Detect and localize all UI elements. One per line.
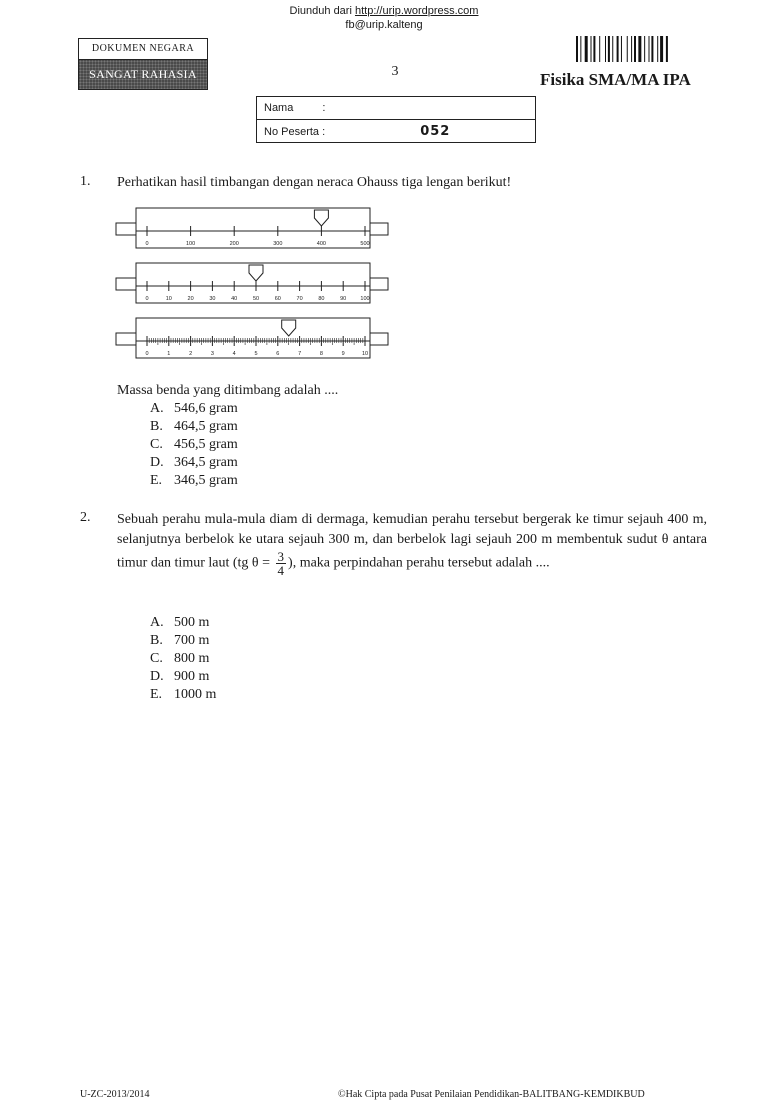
option-text: 456,5 gram — [174, 437, 238, 452]
q2-tg-suffix: ), maka perpindahan perahu tersebut adalah .... — [288, 555, 550, 571]
barcode-bar — [599, 36, 600, 62]
barcode-bar — [591, 36, 592, 62]
tick-label: 4 — [232, 351, 236, 357]
participant-value: 052 — [420, 123, 451, 139]
tick-label: 50 — [252, 296, 260, 302]
option-letter: B. — [150, 419, 163, 434]
barcode-bar — [576, 36, 578, 62]
barcode-image — [576, 36, 708, 62]
arm-right-stub — [370, 278, 388, 290]
q2-number: 2. — [80, 510, 91, 525]
tick-label: 1 — [167, 351, 171, 357]
option-e[interactable] — [150, 686, 216, 704]
tick-label: 0 — [145, 351, 149, 357]
q2-tg-prefix: (tg θ = — [232, 555, 271, 571]
option-text: 700 m — [174, 633, 210, 648]
tick-label: 500 — [360, 241, 370, 247]
option-text: 464,5 gram — [174, 419, 238, 434]
option-letter: A. — [150, 401, 164, 416]
barcode-bar — [608, 36, 610, 62]
barcode-bar — [627, 36, 628, 62]
participant-label: No Peserta : — [264, 125, 326, 138]
barcode-bar — [621, 36, 622, 62]
option-letter: E. — [150, 473, 163, 488]
option-a[interactable] — [150, 614, 216, 632]
page-number: 3 — [391, 64, 399, 79]
tick-label: 70 — [296, 296, 303, 302]
fraction-numerator: 3 — [277, 549, 285, 564]
option-b[interactable] — [150, 418, 238, 436]
arm-left-stub — [116, 223, 136, 235]
option-text: 500 m — [174, 615, 210, 630]
tick-label: 8 — [319, 351, 323, 357]
tick-label: 200 — [229, 241, 239, 247]
option-c[interactable] — [150, 436, 238, 454]
tick-label: 40 — [231, 296, 238, 302]
name-row[interactable] — [257, 97, 536, 120]
barcode-bar — [644, 36, 645, 62]
name-label: Nama — [264, 102, 294, 114]
barcode-bar — [605, 36, 606, 62]
tick-label: 60 — [274, 296, 281, 302]
q2-text-part1: Sebuah perahu mula-mula diam di dermaga, kemudian perahu tersebut bergerak ke timur sejauh 400 m, selanjutnya berbelok ke utara sejauh 300 m, dan berbelok lagi sejauh 200 m membentuk sudut θ antara timur dan timur laut — [117, 512, 707, 571]
barcode-bar — [651, 36, 653, 62]
option-letter: A. — [150, 615, 164, 630]
source-link[interactable]: http://urip.wordpress.com — [354, 5, 479, 17]
option-letter: E. — [150, 687, 163, 702]
rider-weight — [249, 265, 263, 281]
barcode-bar — [666, 36, 668, 62]
barcode-bar — [657, 36, 658, 62]
tick-label: 30 — [209, 296, 216, 302]
option-letter: D. — [150, 669, 164, 684]
source-fb: fb@urip.kalteng — [345, 19, 423, 31]
barcode-bar — [649, 36, 650, 62]
arm-right-stub — [370, 333, 388, 345]
tick-label: 80 — [318, 296, 325, 302]
tick-label: 300 — [273, 241, 283, 247]
barcode-bar — [612, 36, 613, 62]
balance-arm — [136, 208, 370, 248]
tick-label: 6 — [276, 351, 280, 357]
rider-weight — [282, 320, 296, 336]
tick-label: 100 — [186, 241, 196, 247]
barcode-bar — [631, 36, 632, 62]
tick-label: 20 — [187, 296, 194, 302]
barcode-bar — [585, 36, 588, 62]
arm-left-stub — [116, 278, 136, 290]
barcode-bar — [593, 36, 595, 62]
q2-fraction — [276, 550, 287, 577]
q1-number: 1. — [80, 174, 91, 189]
tick-label: 2 — [189, 351, 193, 357]
option-e[interactable] — [150, 472, 238, 490]
barcode-bar — [617, 36, 619, 62]
barcode-bar — [580, 36, 581, 62]
option-letter: D. — [150, 455, 164, 470]
identity-table — [256, 96, 536, 143]
barcode-bar — [660, 36, 663, 62]
tick-label: 10 — [165, 296, 172, 302]
ohaus-balance-diagram — [112, 200, 398, 368]
tick-label: 5 — [254, 351, 258, 357]
fraction-denominator: 4 — [277, 563, 285, 578]
tick-label: 90 — [340, 296, 347, 302]
q2-text — [117, 510, 707, 577]
footer-code: U-ZC-2013/2014 — [80, 1089, 150, 1100]
arm-left-stub — [116, 333, 136, 345]
barcode-bar — [638, 36, 641, 62]
tick-label: 0 — [145, 241, 149, 247]
option-text: 900 m — [174, 669, 210, 684]
tick-label: 7 — [298, 351, 302, 357]
option-letter: C. — [150, 651, 163, 666]
tick-label: 10 — [361, 351, 369, 357]
source-header — [0, 4, 768, 32]
q1-stem: Massa benda yang ditimbang adalah .... — [117, 383, 339, 398]
option-a[interactable] — [150, 400, 238, 418]
rider-weight — [314, 210, 328, 226]
option-d[interactable] — [150, 668, 216, 686]
option-c[interactable] — [150, 650, 216, 668]
q2-options — [150, 614, 216, 704]
option-letter: B. — [150, 633, 163, 648]
tick-label: 0 — [145, 296, 149, 302]
tick-label: 3 — [210, 351, 214, 357]
name-sep: : — [322, 102, 326, 114]
tick-label: 100 — [360, 296, 370, 302]
subject-title: Fisika SMA/MA IPA — [540, 70, 691, 89]
option-text: 546,6 gram — [174, 401, 238, 416]
option-text: 346,5 gram — [174, 473, 238, 488]
arm-right-stub — [370, 223, 388, 235]
option-letter: C. — [150, 437, 163, 452]
classification-label: SANGAT RAHASIA — [79, 60, 207, 89]
q1-text: Perhatikan hasil timbangan dengan neraca Ohauss tiga lengan berikut! — [117, 175, 512, 190]
option-d[interactable] — [150, 454, 238, 472]
q1-options — [150, 400, 238, 490]
option-text: 364,5 gram — [174, 455, 238, 470]
footer-copyright: ©Hak Cipta pada Pusat Penilaian Pendidikan-BALITBANG-KEMDIKBUD — [338, 1089, 645, 1100]
barcode-bar — [634, 36, 636, 62]
option-b[interactable] — [150, 632, 216, 650]
doc-label: DOKUMEN NEGARA — [79, 39, 207, 60]
option-text: 1000 m — [174, 687, 217, 702]
option-text: 800 m — [174, 651, 210, 666]
tick-label: 400 — [316, 241, 326, 247]
classification-box — [78, 38, 208, 90]
tick-label: 9 — [341, 351, 345, 357]
source-prefix: Diunduh dari — [289, 5, 355, 17]
participant-row[interactable] — [257, 120, 536, 143]
